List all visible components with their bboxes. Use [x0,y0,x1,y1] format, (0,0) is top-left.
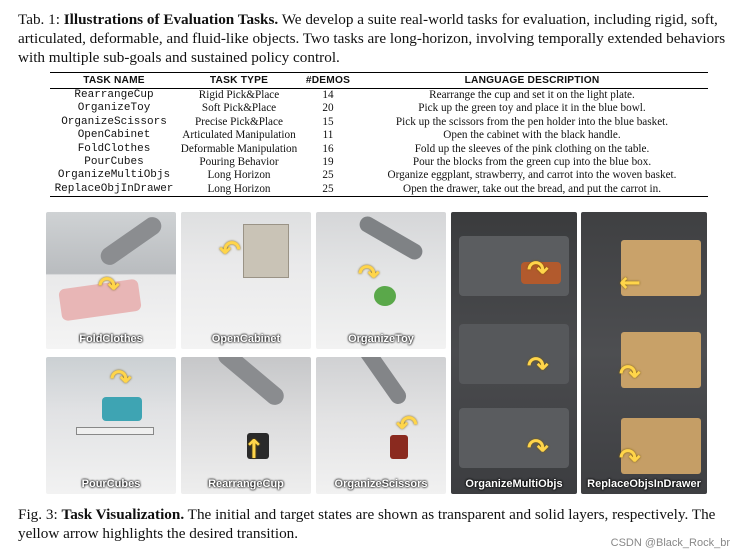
task-name-cell: OrganizeToy [77,102,151,115]
task-name-cell: FoldClothes [77,142,151,155]
task-name-cell: RearrangeCup [74,89,154,101]
transition-arrow-icon: ↷ [110,365,132,395]
robot-arm-shape [357,214,426,263]
photo-label: PourCubes [81,478,141,490]
col-header-task-type: TASK TYPE [178,73,300,89]
table-shape [76,427,154,435]
col-header-demos: #DEMOS [300,73,356,89]
task-type-cell: Precise Pick&Place [195,115,283,128]
blue-box-shape [102,397,142,421]
table-row [50,143,708,156]
task-type-cell: Long Horizon [207,169,271,182]
col-header-language: LANGUAGE DESCRIPTION [356,73,708,89]
transition-arrow-icon: ↷ [619,444,641,474]
photo-label: OrganizeToy [348,333,414,345]
task-type-cell: Pouring Behavior [199,156,279,169]
photo-organize-multi-objs [451,212,577,494]
task-type-cell: Articulated Manipulation [182,129,296,142]
table-row [50,102,708,115]
table-caption [18,10,730,67]
task-name-cell: OrganizeMultiObjs [57,169,171,182]
description-cell: Open the drawer, take out the bread, and put the carrot in. [356,183,708,197]
task-name-cell: OrganizeScissors [61,115,167,128]
table-row [50,89,708,103]
figure-caption-label: Fig. 3: [18,506,58,523]
transition-arrow-icon: ↶ [219,236,241,266]
photo-label: RearrangeCup [208,478,284,490]
task-type-cell: Long Horizon [178,183,300,197]
robot-arm-shape [97,214,165,269]
task-type-cell: Deformable Manipulation [180,142,298,155]
photo-label: ReplaceObjsInDrawer [587,478,701,490]
transition-arrow-icon: ↷ [619,360,641,390]
photo-open-cabinet [181,212,311,349]
transition-arrow-icon: ↷ [527,352,549,382]
demos-cell: 11 [322,129,334,142]
photo-rearrange-cup [181,357,311,494]
demos-cell: 25 [300,183,356,197]
table-row [50,183,708,197]
photo-label: OrganizeMultiObjs [465,478,563,490]
task-type-cell: Soft Pick&Place [201,102,277,115]
demos-cell: 25 [322,169,334,182]
description-cell: Pick up the green toy and place it in the blue bowl. [418,102,646,115]
figure-caption-body: The initial and target states are shown as transparent and solid layers, respectively. The yellow arrow highlights the desired transition. [18,506,716,542]
demos-cell: 20 [322,102,334,115]
description-cell: Pick up the scissors from the pen holder into the blue basket. [395,115,669,128]
demos-cell: 19 [322,156,334,169]
scene-frame-3 [459,408,569,468]
robot-arm-shape [215,357,288,409]
scene-frame-2 [459,324,569,384]
transition-arrow-icon: ↶ [396,411,418,441]
table-caption-label: Tab. 1: [18,11,60,28]
photo-label: OrganizeScissors [334,478,428,490]
watermark: CSDN @Black_Rock_br [610,537,730,549]
task-type-cell: Rigid Pick&Place [198,89,280,101]
photo-organize-toy [316,212,446,349]
photo-label: OpenCabinet [211,333,281,345]
description-cell: Fold up the sleeves of the pink clothing on the table. [414,142,650,155]
task-name-cell: OpenCabinet [77,129,151,142]
task-name-cell: ReplaceObjInDrawer [50,183,178,197]
photo-replace-objs-in-drawer [581,212,707,494]
table-row [50,116,708,129]
description-cell: Organize eggplant, strawberry, and carrot into the woven basket. [387,169,677,182]
demos-cell: 16 [322,142,334,155]
transition-arrow-icon: ↷ [98,272,120,302]
description-cell: Rearrange the cup and set it on the light plate. [429,89,635,101]
col-header-task-name: TASK NAME [50,73,178,89]
transition-arrow-icon: ↷ [358,260,380,290]
photo-label: FoldClothes [79,333,143,345]
table-row [50,129,708,142]
cabinet-shape [243,224,289,278]
table-header-row [50,73,708,89]
description-cell: Pour the blocks from the green cup into the blue box. [412,156,652,169]
transition-arrow-icon: ↷ [527,434,549,464]
photo-organize-scissors [316,357,446,494]
figure-caption-title: Task Visualization. [61,506,185,523]
demos-cell: 15 [322,115,334,128]
tasks-table [50,72,708,197]
robot-arm-shape [355,357,409,407]
demos-cell: 14 [322,89,334,101]
table-row [50,169,708,182]
photo-pour-cubes [46,357,176,494]
transition-arrow-icon: ↑ [243,435,265,465]
table-caption-body: We develop a suite real-world tasks for evaluation, including rigid, soft, articulated, deformable, and fluid-like objects. Two tasks are long-horizon, involving temporally extended behaviors with multiple sub-goals and sustained policy control. [18,11,726,66]
description-cell: Open the cabinet with the black handle. [443,129,621,142]
transition-arrow-icon: ← [619,268,641,298]
photo-fold-clothes [46,212,176,349]
task-name-cell: PourCubes [84,156,144,169]
table-caption-title: Illustrations of Evaluation Tasks. [63,11,279,28]
table-row [50,156,708,169]
transition-arrow-icon: ↷ [527,256,549,286]
